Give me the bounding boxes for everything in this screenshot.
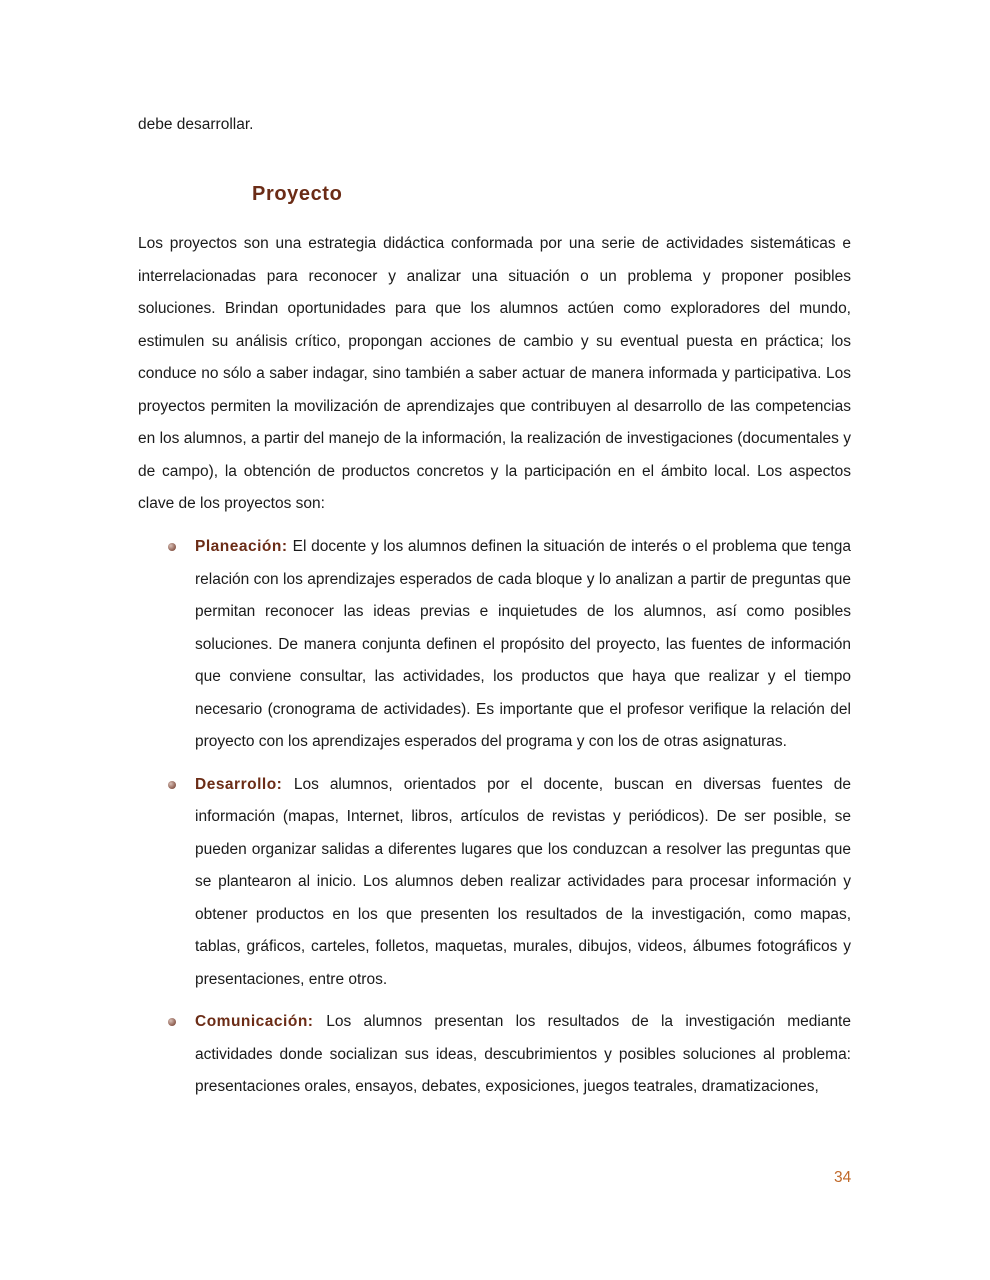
list-item-planeacion [166, 531, 851, 759]
lead-line: debe desarrollar. [138, 116, 254, 133]
bullet-text: El docente y los alumnos definen la situación de interés o el problema que tenga relación con los aprendizajes esperados de cada bloque y lo analizan a partir de preguntas que permitan reconocer las ideas previas e inquietudes de los alumnos, así como posibles soluciones. De manera conjunta definen el propósito del proyecto, las fuentes de información que conviene consultar, las actividades, los productos que haya que realizar y el tiempo necesario (cronograma de actividades). Es importante que el profesor verifique la relación del proyecto con los aprendizajes esperados del programa y con los de otras asignaturas. [195, 538, 851, 750]
bullet-term: Desarrollo: [195, 775, 294, 793]
bullet-term: Planeación: [195, 538, 293, 555]
bullet-text: Los alumnos presentan los resultados de la investigación mediante actividades donde socializan sus ideas, descubrimientos y posibles soluciones al problema: presentaciones orales, ensayos, debates, exposiciones, juegos teatrales, dramatizaciones, [195, 1013, 851, 1095]
key-aspects-list [166, 531, 851, 1114]
section-title: Proyecto [252, 183, 343, 205]
intro-paragraph: Los proyectos son una estrategia didáctica conformada por una serie de actividades sistemáticas e interrelacionadas para reconocer y analizar una situación o un problema y proponer posibles soluciones. Brindan oportunidades para que los alumnos actúen como exploradores del mundo, estimulen su análisis crítico, propongan acciones de cambio y su eventual puesta en práctica; los conduce no sólo a saber indagar, sino también a saber actuar de manera informada y participativa. Los proyectos permiten la movilización de aprendizajes que contribuyen al desarrollo de las competencias en los alumnos, a partir del manejo de la información, la realización de investigaciones (documentales y de campo), la obtención de productos concretos y la participación en el ámbito local. Los aspectos clave de los proyectos son: [138, 235, 851, 512]
bullet-dot-icon [168, 1018, 176, 1026]
list-item-comunicacion [166, 1006, 851, 1104]
bullet-term: Comunicación: [195, 1013, 327, 1030]
bullet-dot-icon [168, 781, 176, 789]
bullet-text: Los alumnos, orientados por el docente, buscan en diversas fuentes de información (mapas, Internet, libros, artículos de revistas y periódicos). De ser posible, se pueden organizar salidas a diferentes lugares que los conduzcan a resolver las preguntas que se plantearon al inicio. Los alumnos deben realizar actividades para procesar información y obtener productos en los que presenten los resultados de la investigación, como mapas, tablas, gráficos, carteles, folletos, maquetas, murales, dibujos, videos, álbumes fotográficos y presentaciones, entre otros. [195, 775, 851, 988]
list-item-desarrollo [166, 769, 851, 997]
bullet-dot-icon [168, 543, 176, 551]
page-number: 34 [834, 1169, 852, 1186]
